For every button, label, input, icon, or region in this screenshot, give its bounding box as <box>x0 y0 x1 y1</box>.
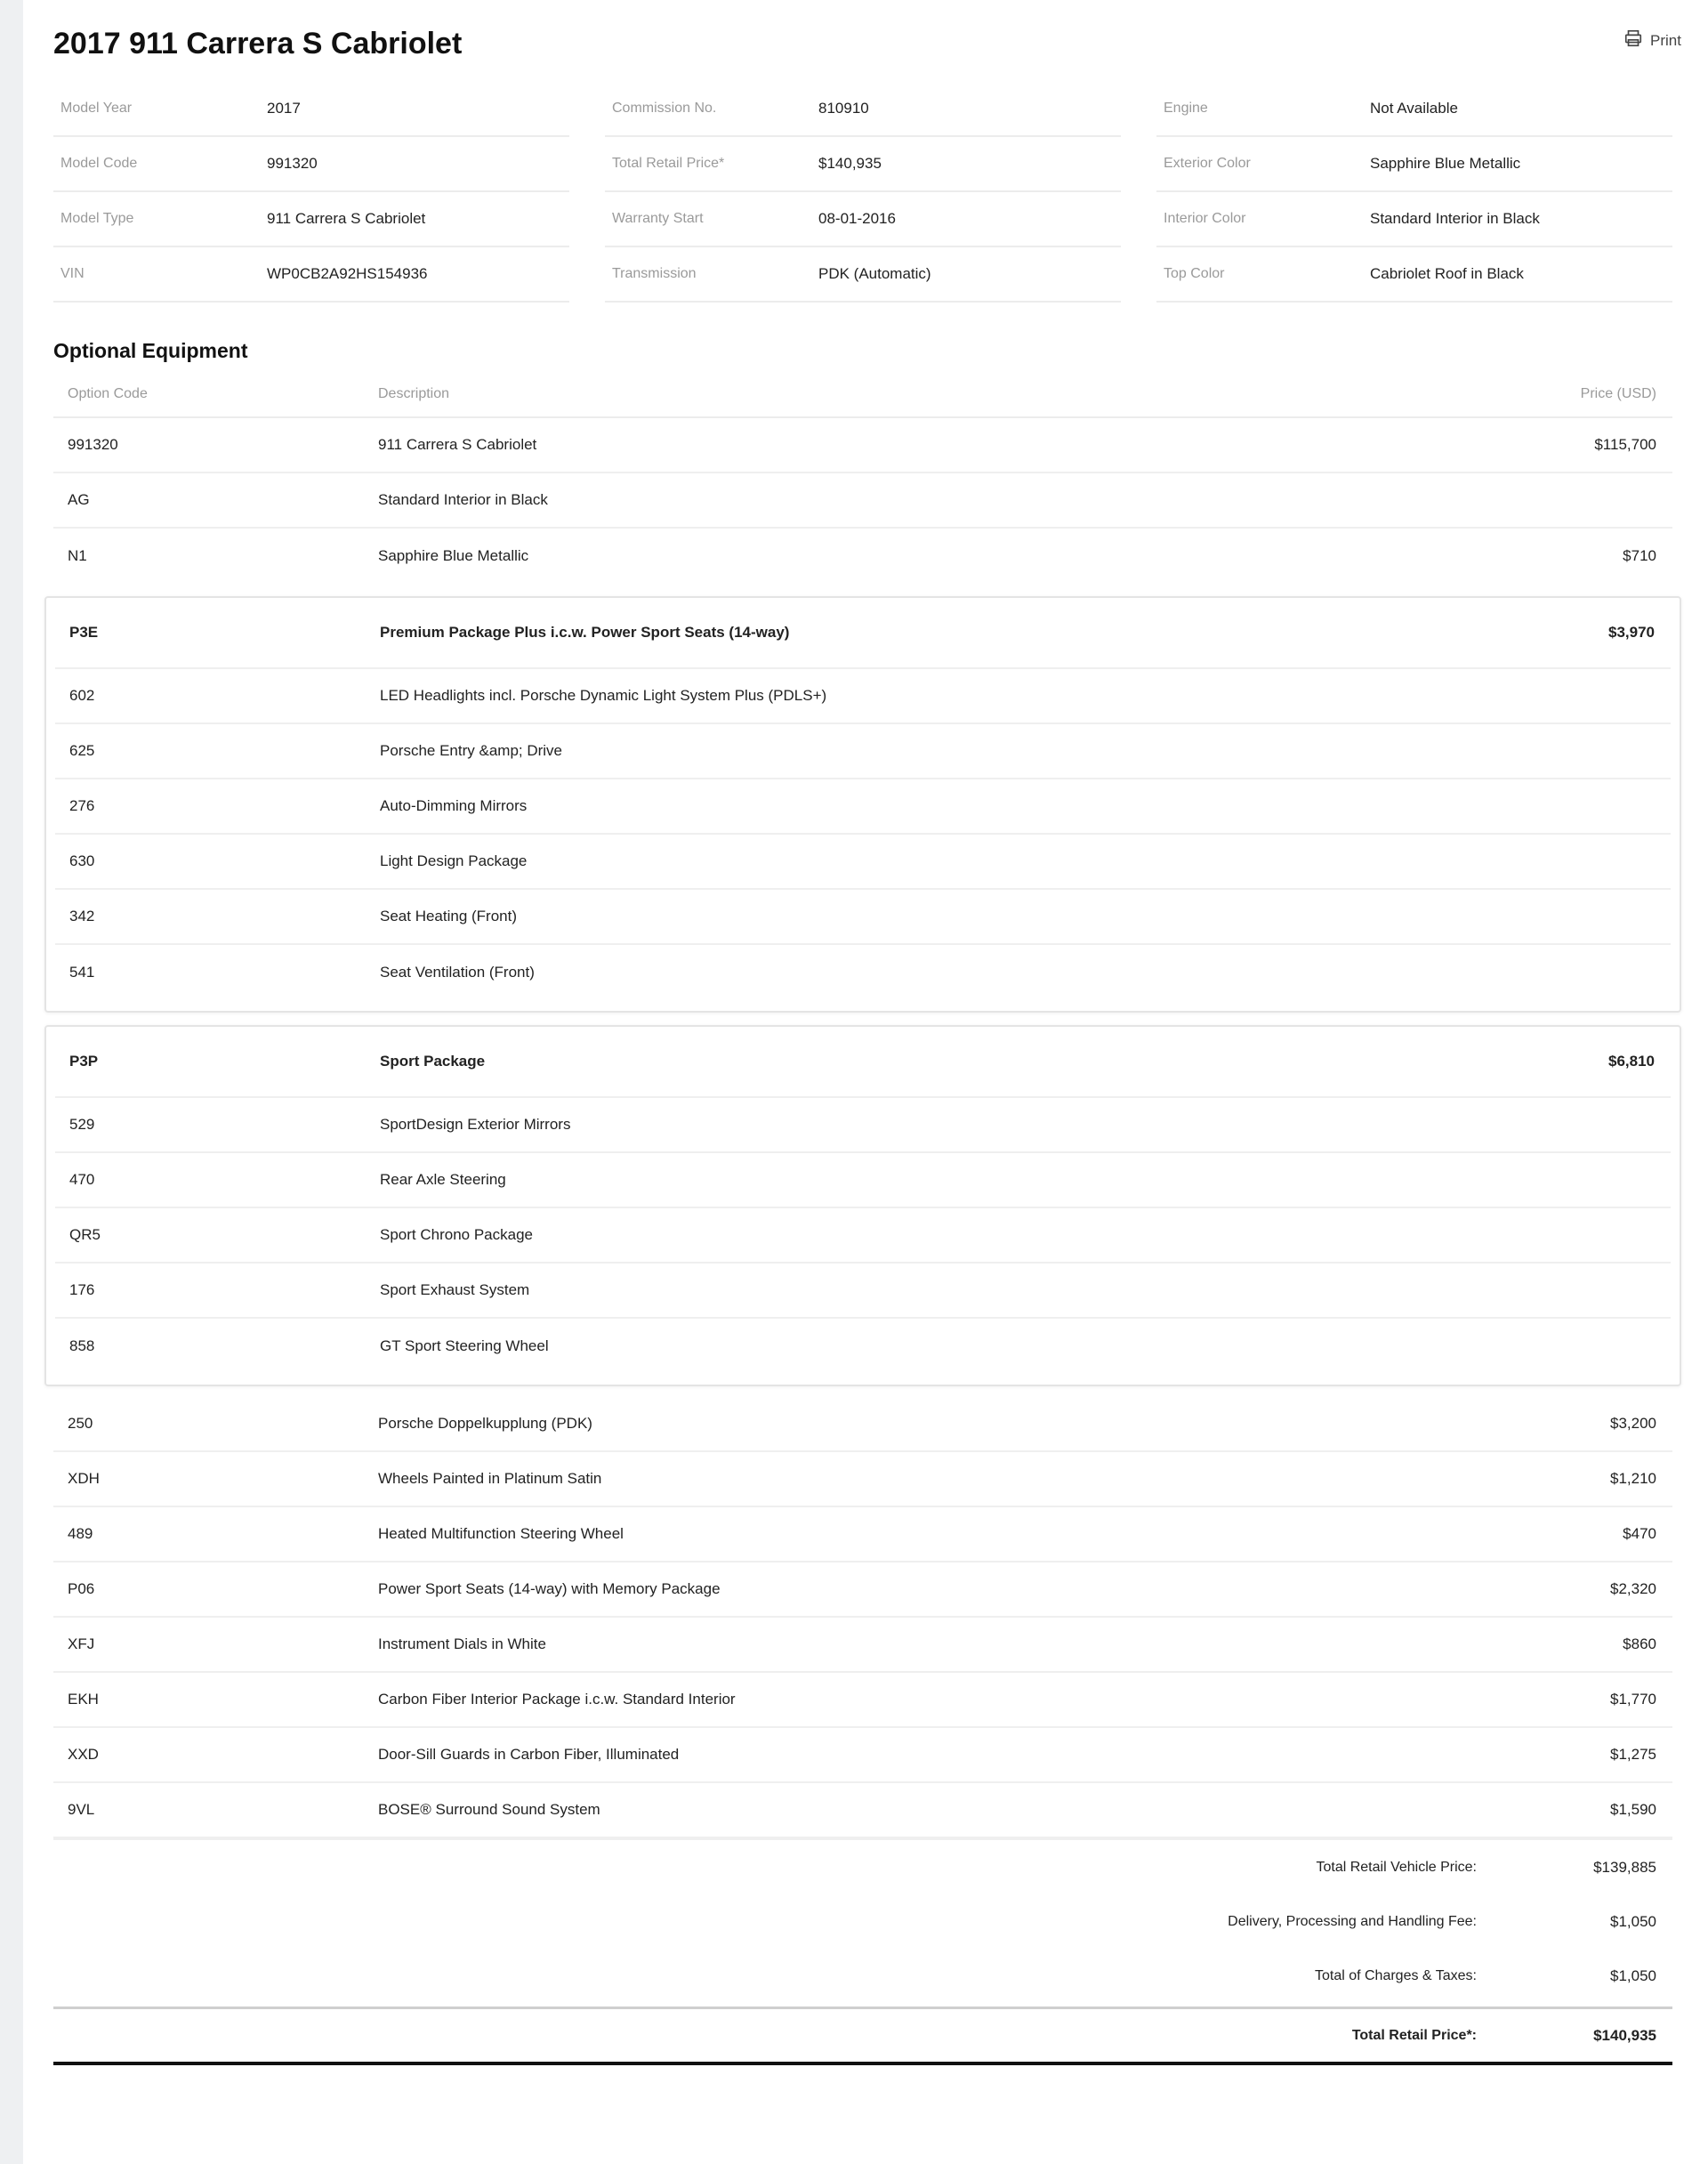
optional-equipment-title: Optional Equipment <box>53 339 248 362</box>
package-item-row <box>55 945 1671 1000</box>
specs-column-1 <box>53 82 569 303</box>
spec-value: 911 Carrera S Cabriolet <box>267 210 426 227</box>
spec-label: Exterior Color <box>1164 156 1251 171</box>
spec-value: 2017 <box>267 100 301 117</box>
package-item-row <box>55 1319 1671 1374</box>
package-description: Premium Package Plus i.c.w. Power Sport Seats (14-way) <box>380 624 790 641</box>
option-price: $1,590 <box>1610 1801 1656 1818</box>
spec-label: Top Color <box>1164 266 1225 281</box>
option-code: AG <box>68 491 90 508</box>
spec-label: Engine <box>1164 101 1208 116</box>
spec-value: 08-01-2016 <box>818 210 896 227</box>
package-price: $3,970 <box>1608 624 1655 641</box>
option-code: N1 <box>68 547 87 564</box>
premium-package-group <box>44 596 1681 1013</box>
option-code: P06 <box>68 1580 95 1597</box>
option-description: Sapphire Blue Metallic <box>378 547 529 564</box>
option-description: Wheels Painted in Platinum Satin <box>378 1470 602 1487</box>
option-code: XXD <box>68 1746 99 1763</box>
sport-package-group <box>44 1025 1681 1386</box>
spec-value: WP0CB2A92HS154936 <box>267 265 428 282</box>
option-code: 470 <box>69 1171 95 1188</box>
spec-label: Commission No. <box>612 101 717 116</box>
spec-label: Model Code <box>60 156 138 171</box>
option-code: QR5 <box>69 1226 101 1243</box>
option-code: 858 <box>69 1337 95 1354</box>
option-description: Seat Heating (Front) <box>380 908 518 925</box>
table-row <box>53 1452 1672 1507</box>
option-description: Light Design Package <box>380 852 528 869</box>
spec-label: Model Type <box>60 211 134 226</box>
option-code: EKH <box>68 1691 99 1708</box>
specs-column-3 <box>1156 82 1672 303</box>
option-description: Seat Ventilation (Front) <box>380 964 535 981</box>
spec-row <box>605 192 1121 247</box>
total-value: $140,935 <box>1593 2026 1656 2044</box>
option-description: Rear Axle Steering <box>380 1171 506 1188</box>
option-description: Door-Sill Guards in Carbon Fiber, Illuminated <box>378 1746 680 1763</box>
table-row <box>53 1673 1672 1728</box>
package-item-row <box>55 1264 1671 1319</box>
spec-value: Not Available <box>1370 100 1458 117</box>
table-row <box>53 473 1672 529</box>
spec-value: $140,935 <box>818 155 882 172</box>
spec-row <box>605 247 1121 303</box>
option-price: $3,200 <box>1610 1415 1656 1432</box>
printer-icon <box>1623 28 1643 52</box>
package-item-row <box>55 890 1671 945</box>
header-price: Price (USD) <box>1580 386 1656 401</box>
package-description: Sport Package <box>380 1053 486 1070</box>
option-description: SportDesign Exterior Mirrors <box>380 1116 571 1133</box>
spec-row <box>53 137 569 192</box>
spec-label: Total Retail Price* <box>612 156 725 171</box>
table-row <box>53 1397 1672 1452</box>
summary-label: Delivery, Processing and Handling Fee: <box>1228 1913 1477 1929</box>
option-code: 625 <box>69 742 95 759</box>
spec-row <box>1156 192 1672 247</box>
spec-label: Model Year <box>60 101 133 116</box>
summary-row <box>53 1949 1672 2003</box>
spec-label: Transmission <box>612 266 697 281</box>
summary-row <box>53 1894 1672 1949</box>
option-code: XFJ <box>68 1635 95 1652</box>
print-button[interactable] <box>1623 28 1681 52</box>
package-header-row <box>55 1027 1671 1098</box>
option-code: 529 <box>69 1116 95 1133</box>
spec-value: Cabriolet Roof in Black <box>1370 265 1524 282</box>
package-header-row <box>55 598 1671 669</box>
summary-row <box>53 1840 1672 1894</box>
table-row <box>53 1562 1672 1618</box>
option-description: 911 Carrera S Cabriolet <box>378 436 537 453</box>
table-row <box>53 1728 1672 1783</box>
option-code: 489 <box>68 1525 93 1542</box>
spec-row <box>1156 82 1672 137</box>
spec-row <box>605 82 1121 137</box>
specs-column-2 <box>605 82 1121 303</box>
table-row <box>53 529 1672 584</box>
option-price: $1,210 <box>1610 1470 1656 1487</box>
option-description: Instrument Dials in White <box>378 1635 546 1652</box>
option-description: Power Sport Seats (14-way) with Memory Package <box>378 1580 721 1597</box>
package-item-row <box>55 1208 1671 1264</box>
option-price: $1,770 <box>1610 1691 1656 1708</box>
option-description: Heated Multifunction Steering Wheel <box>378 1525 624 1542</box>
option-code: 276 <box>69 797 95 814</box>
package-code: P3E <box>69 624 99 641</box>
table-header <box>53 372 1672 418</box>
option-code: 342 <box>69 908 95 925</box>
option-code: 250 <box>68 1415 93 1432</box>
spec-value: PDK (Automatic) <box>818 265 931 282</box>
package-item-row <box>55 779 1671 835</box>
spec-value: Standard Interior in Black <box>1370 210 1540 227</box>
window-sticker-page <box>23 0 1708 2164</box>
package-item-row <box>55 835 1671 890</box>
spec-value: 810910 <box>818 100 869 117</box>
summary-label: Total Retail Vehicle Price: <box>1316 1859 1477 1875</box>
option-price: $115,700 <box>1594 436 1656 453</box>
spec-row <box>1156 247 1672 303</box>
option-description: Standard Interior in Black <box>378 491 548 508</box>
table-row <box>53 1783 1672 1838</box>
table-row <box>53 1507 1672 1562</box>
header-option-code: Option Code <box>68 386 148 401</box>
spec-label: Interior Color <box>1164 211 1246 226</box>
option-description: Porsche Entry &amp; Drive <box>380 742 563 759</box>
option-price: $2,320 <box>1610 1580 1656 1597</box>
option-description: LED Headlights incl. Porsche Dynamic Light System Plus (PDLS+) <box>380 687 827 704</box>
package-item-row <box>55 1098 1671 1153</box>
option-description: Carbon Fiber Interior Package i.c.w. Standard Interior <box>378 1691 736 1708</box>
page-title: 2017 911 Carrera S Cabriolet <box>53 27 463 61</box>
option-price: $860 <box>1623 1635 1656 1652</box>
header-description: Description <box>378 386 450 401</box>
total-retail-price-row <box>53 2007 1672 2065</box>
option-description: Sport Chrono Package <box>380 1226 533 1243</box>
package-code: P3P <box>69 1053 99 1070</box>
summary-value: $1,050 <box>1610 1966 1656 1984</box>
option-price: $470 <box>1623 1525 1656 1542</box>
spec-row <box>1156 137 1672 192</box>
option-price: $1,275 <box>1610 1746 1656 1763</box>
option-code: 602 <box>69 687 95 704</box>
vehicle-specs <box>53 82 1672 303</box>
option-code: 9VL <box>68 1801 95 1818</box>
spec-row <box>53 82 569 137</box>
total-label: Total Retail Price*: <box>1351 2027 1477 2043</box>
spec-row <box>53 247 569 303</box>
option-description: BOSE® Surround Sound System <box>378 1801 600 1818</box>
option-description: GT Sport Steering Wheel <box>380 1337 549 1354</box>
package-item-row <box>55 1153 1671 1208</box>
option-code: 541 <box>69 964 95 981</box>
spec-value: Sapphire Blue Metallic <box>1370 155 1521 172</box>
spec-label: VIN <box>60 266 85 281</box>
table-row <box>53 1618 1672 1673</box>
option-code: 176 <box>69 1281 95 1298</box>
option-code: 991320 <box>68 436 118 453</box>
price-summary <box>53 1838 1672 2065</box>
option-price: $710 <box>1623 547 1656 564</box>
package-price: $6,810 <box>1608 1053 1655 1070</box>
summary-value: $139,885 <box>1593 1858 1656 1876</box>
package-item-row <box>55 724 1671 779</box>
package-item-row <box>55 669 1671 724</box>
summary-value: $1,050 <box>1610 1912 1656 1930</box>
spec-row <box>605 137 1121 192</box>
table-row <box>53 418 1672 473</box>
summary-label: Total of Charges & Taxes: <box>1314 1967 1477 1983</box>
option-description: Porsche Doppelkupplung (PDK) <box>378 1415 592 1432</box>
spec-label: Warranty Start <box>612 211 704 226</box>
spec-row <box>53 192 569 247</box>
optional-equipment-table <box>53 372 1672 2065</box>
print-label: Print <box>1650 31 1681 49</box>
option-code: XDH <box>68 1470 100 1487</box>
option-description: Auto-Dimming Mirrors <box>380 797 528 814</box>
option-code: 630 <box>69 852 95 869</box>
spec-value: 991320 <box>267 155 318 172</box>
option-description: Sport Exhaust System <box>380 1281 530 1298</box>
